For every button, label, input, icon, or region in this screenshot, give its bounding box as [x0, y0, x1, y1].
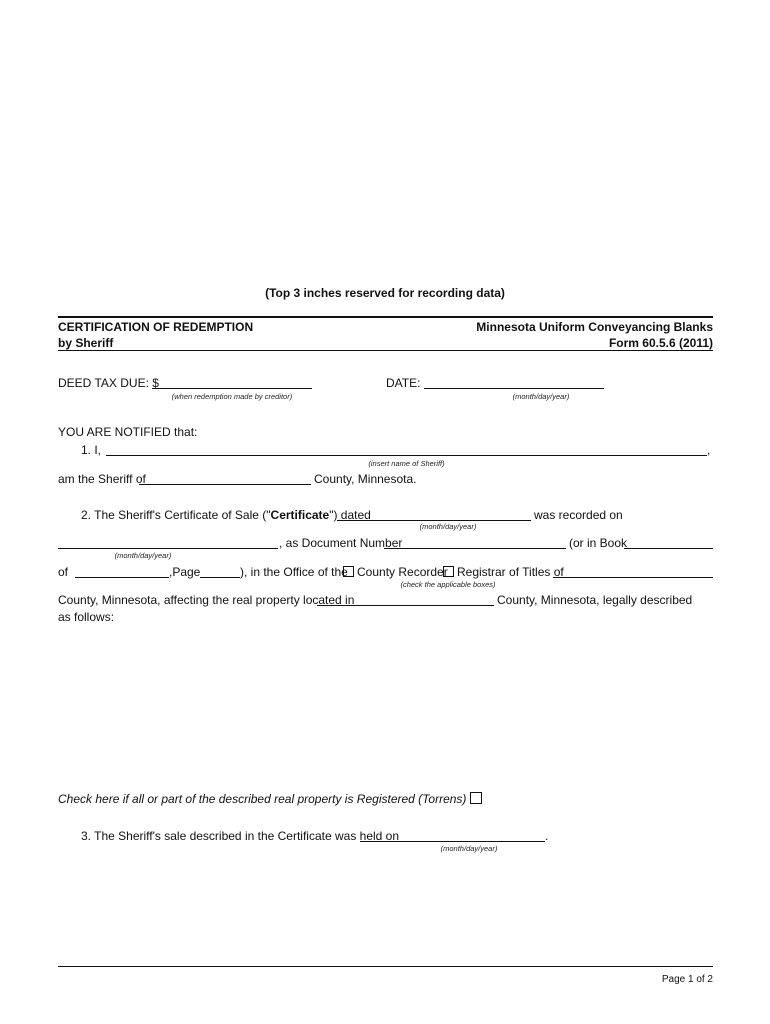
item3-period: . [545, 829, 549, 843]
checkbox-hint: (check the applicable boxes) [400, 580, 496, 589]
county-minnesota-label: County, Minnesota. [314, 472, 417, 486]
page-number: Page 1 of 2 [661, 974, 713, 985]
item2-text [81, 508, 371, 522]
item1-prefix: 1. I, [81, 443, 102, 457]
registrar-option[interactable] [443, 565, 564, 579]
sale-date-hint: (month/day/year) [440, 844, 498, 853]
deed-tax-label: DEED TAX DUE: $ [58, 376, 159, 390]
county-legal-label: County, Minnesota, legally described [497, 593, 693, 607]
torrens-checkbox[interactable] [470, 792, 482, 804]
sheriff-county-input[interactable] [139, 484, 311, 485]
torrens-label: Check here if all or part of the described real property is Registered (Torrens) [58, 792, 467, 806]
page-label: ,Page [169, 565, 201, 579]
notified-label: YOU ARE NOTIFIED that: [58, 425, 198, 439]
recorded-date-input[interactable] [58, 548, 278, 549]
deed-tax-input[interactable] [152, 388, 312, 389]
item2-prefix: 2. The Sheriff's Certificate of Sale (" [81, 508, 271, 522]
book-input[interactable] [624, 548, 713, 549]
sheriff-of-label: am the Sheriff of [58, 472, 146, 486]
sheriff-name-input[interactable] [106, 455, 707, 456]
item2-dated: ") dated [329, 508, 371, 522]
county-affecting-label: County, Minnesota, affecting the real property located in [58, 593, 355, 607]
county-recorder-label: County Recorder [357, 565, 448, 579]
certificate-date-hint: (month/day/year) [419, 522, 477, 531]
recording-note: (Top 3 inches reserved for recording data) [265, 286, 505, 300]
sale-date-input[interactable] [360, 841, 545, 842]
item1-comma: , [707, 443, 711, 457]
sheriff-name-hint: (insert name of Sheriff) [368, 459, 445, 468]
of-label: of [58, 565, 69, 579]
as-follows-label: as follows: [58, 610, 115, 624]
date-hint: (month/day/year) [512, 392, 570, 401]
torrens-row [58, 792, 485, 806]
document-number-label: , as Document Number [279, 536, 403, 550]
form-subtitle: by Sheriff [58, 336, 114, 350]
registrar-checkbox[interactable] [443, 566, 454, 577]
county-recorder-option[interactable] [343, 565, 448, 579]
header-top-rule [58, 316, 713, 318]
form-title: CERTIFICATION OF REDEMPTION [58, 320, 254, 334]
document-number-input[interactable] [384, 548, 566, 549]
deed-tax-hint: (when redemption made by creditor) [171, 392, 293, 401]
certificate-date-input[interactable] [337, 520, 531, 521]
date-label: DATE: [386, 376, 421, 390]
legal-description-area[interactable] [58, 628, 713, 788]
form-number: Form 60.5.6 (2011) [608, 336, 713, 350]
recorded-date-hint: (month/day/year) [114, 551, 172, 560]
date-input[interactable] [424, 388, 604, 389]
certificate-word: Certificate [270, 508, 330, 522]
or-in-book-label: (or in Book [569, 536, 628, 550]
book-of-input[interactable] [75, 577, 169, 578]
registrar-county-input[interactable] [553, 577, 713, 578]
property-county-input[interactable] [317, 605, 494, 606]
publisher-name: Minnesota Uniform Conveyancing Blanks [476, 320, 713, 334]
footer-rule [58, 966, 713, 967]
page-input[interactable] [200, 577, 240, 578]
county-recorder-checkbox[interactable] [343, 566, 354, 577]
item3-text: 3. The Sheriff's sale described in the Certificate was held on [81, 829, 400, 843]
recorded-on-label: was recorded on [534, 508, 623, 522]
registrar-label: Registrar of Titles of [457, 565, 564, 579]
office-of-label: ), in the Office of the [240, 565, 348, 579]
header-bottom-rule [58, 350, 713, 351]
